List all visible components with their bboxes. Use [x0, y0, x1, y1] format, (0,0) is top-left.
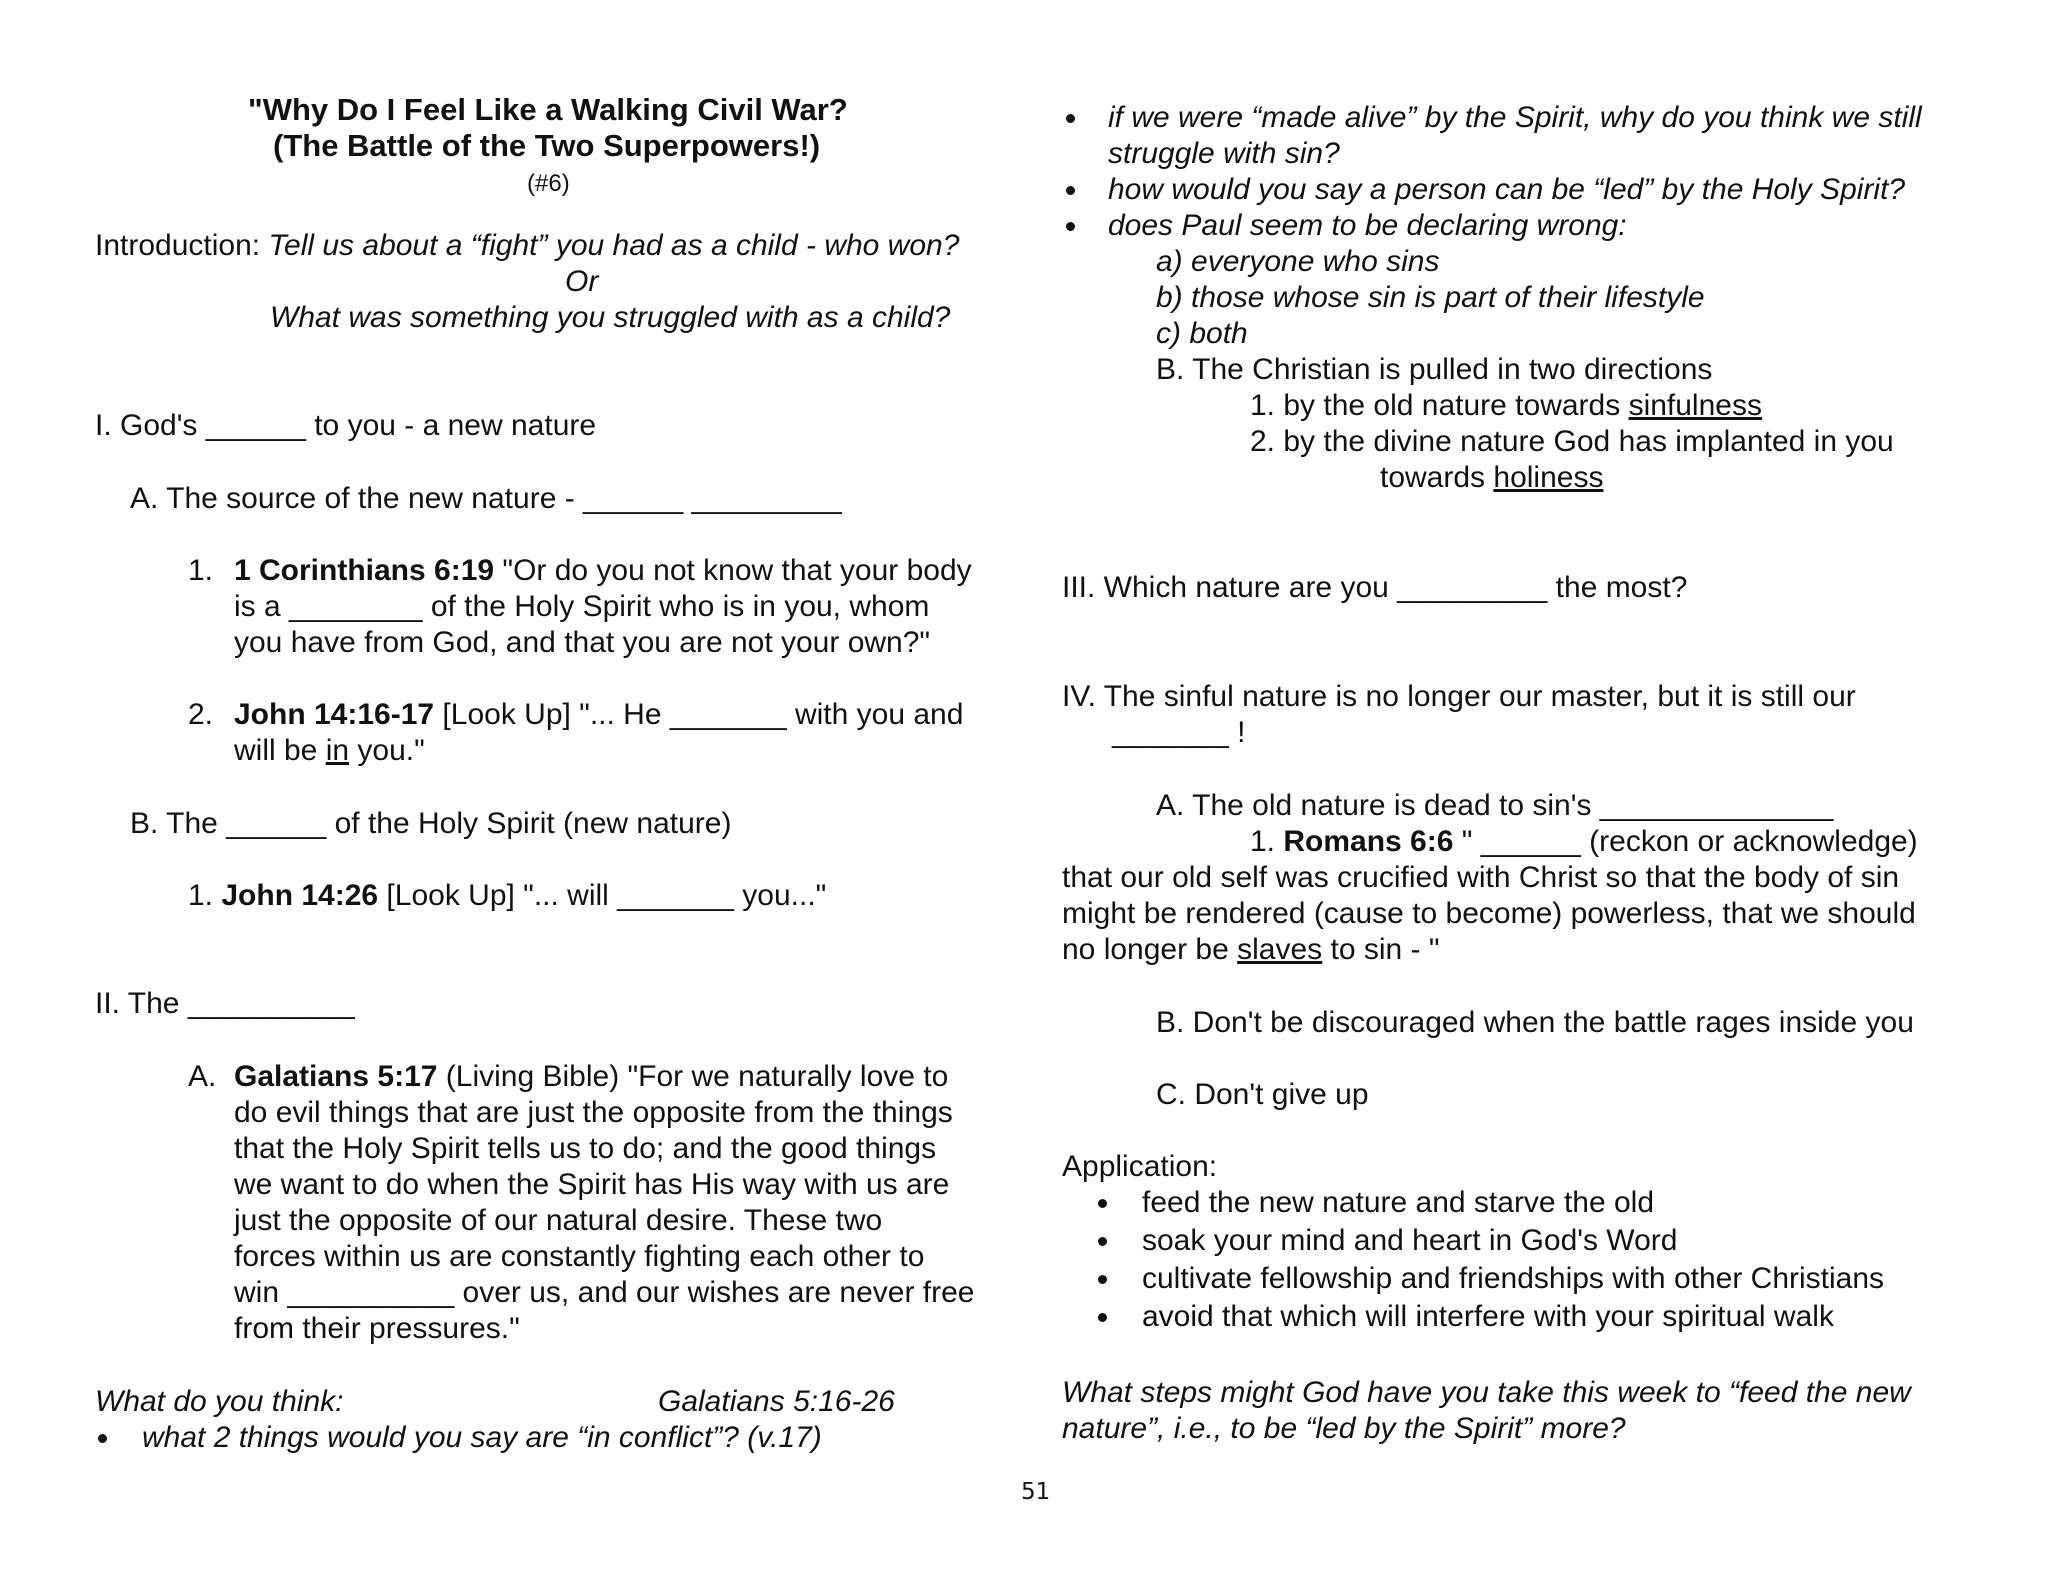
- s1-b1-line: [188, 878, 826, 914]
- s4-a1-line-3: might be rendered (cause to become) powerless, that we should: [1062, 897, 1916, 930]
- s2-a-line-3: that the Holy Spirit tells us to do; and the good things: [234, 1132, 937, 1165]
- page-number: 51: [1021, 1479, 1051, 1505]
- s1-a1-line-2: is a ________ of the Holy Spirit who is in you, whom: [234, 590, 930, 623]
- s1-a1-line-3: you have from God, and that you are not your own?": [234, 626, 931, 659]
- text: (Living Bible) "For we naturally love to: [437, 1060, 949, 1093]
- bullet-icon: [1098, 1275, 1107, 1284]
- s4-a1-line-4: [1062, 932, 1440, 968]
- section-1-b: B. The ______ of the Holy Spirit (new nature): [130, 807, 732, 840]
- final-question-line-2: nature”, i.e., to be “led by the Spirit” more?: [1062, 1412, 1626, 1445]
- bullet-icon: [98, 1434, 107, 1443]
- question-3-b: b) those whose sin is part of their lifestyle: [1156, 281, 1705, 314]
- intro-question-2: What was something you struggled with as a child?: [270, 301, 951, 334]
- intro-or: Or: [565, 265, 599, 298]
- text: you.": [349, 734, 425, 767]
- s2-a-line-4: we want to do when the Spirit has His way with us are: [234, 1168, 950, 1201]
- s2-b2-line-1: 2. by the divine nature God has implanted in you: [1250, 425, 1894, 458]
- scripture-ref: John 14:16-17: [234, 698, 435, 731]
- bullet-icon: [1066, 186, 1075, 195]
- s2-a-line-1: [234, 1059, 948, 1095]
- section-3-heading: III. Which nature are you _________ the most?: [1062, 571, 1688, 604]
- application-item: cultivate fellowship and friendships with other Christians: [1142, 1262, 1885, 1295]
- scripture-ref: John 14:26: [221, 879, 379, 912]
- text: towards: [1380, 461, 1494, 494]
- intro-question-1: Tell us about a “fight” you had as a child - who won?: [268, 229, 960, 262]
- think-label: What do you think:: [95, 1385, 344, 1418]
- number: 1.: [1250, 825, 1284, 858]
- s2-a-number: A.: [188, 1060, 217, 1093]
- text: no longer be: [1062, 933, 1238, 966]
- s2-b2-line-2: [1380, 460, 1603, 496]
- think-bullet-1: what 2 things would you say are “in conflict”? (v.17): [142, 1421, 822, 1454]
- underlined-word: slaves: [1237, 933, 1323, 966]
- application-label: Application:: [1062, 1150, 1218, 1183]
- s2-a-line-2: do evil things that are just the opposite from the things: [234, 1096, 953, 1129]
- question-3-a: a) everyone who sins: [1156, 245, 1440, 278]
- question-1-line-2: struggle with sin?: [1108, 137, 1340, 170]
- bullet-icon: [1066, 222, 1075, 231]
- text: [Look Up] "... will _______ you...": [378, 879, 827, 912]
- s2-a-line-8: from their pressures.": [234, 1312, 520, 1345]
- text: will be: [234, 734, 326, 767]
- text: 1. by the old nature towards: [1250, 389, 1629, 422]
- section-1-a: A. The source of the new nature - ______ _________: [130, 482, 842, 515]
- underlined-word: holiness: [1493, 461, 1604, 494]
- bullet-icon: [1066, 114, 1075, 123]
- s1-a2-line-2: [234, 733, 425, 769]
- scripture-ref: Galatians 5:17: [234, 1060, 438, 1093]
- question-2: how would you say a person can be “led” by the Holy Spirit?: [1108, 173, 1906, 206]
- s1-a2-number: 2.: [188, 698, 214, 731]
- scripture-ref: 1 Corinthians 6:19: [234, 554, 495, 587]
- s2-b1-line: [1250, 388, 1762, 424]
- section-2-heading: II. The __________: [95, 987, 355, 1020]
- underlined-word: sinfulness: [1628, 389, 1762, 422]
- s2-a-line-5: just the opposite of our natural desire. These two: [234, 1204, 883, 1237]
- section-4-c: C. Don't give up: [1156, 1078, 1369, 1111]
- question-1-line-1: if we were “made alive” by the Spirit, why do you think we still: [1108, 101, 1922, 134]
- question-3-c: c) both: [1156, 317, 1248, 350]
- section-4-a: A. The old nature is dead to sin's ______________: [1156, 789, 1834, 822]
- underlined-word: in: [325, 734, 350, 767]
- title-line-1: "Why Do I Feel Like a Walking Civil War?: [248, 92, 848, 127]
- intro-line: [95, 228, 959, 264]
- bullet-icon: [1098, 1237, 1107, 1246]
- section-4-line-1: IV. The sinful nature is no longer our master, but it is still our: [1062, 680, 1856, 713]
- bullet-icon: [1098, 1199, 1107, 1208]
- section-2-b: B. The Christian is pulled in two directions: [1156, 353, 1713, 386]
- s1-a1-number: 1.: [188, 554, 214, 587]
- text: to sin - ": [1322, 933, 1440, 966]
- s1-a1-line-1: [234, 553, 972, 589]
- intro-label: Introduction:: [95, 229, 269, 262]
- final-question-line-1: What steps might God have you take this week to “feed the new: [1062, 1376, 1911, 1409]
- s2-a-line-6: forces within us are constantly fighting each other to: [234, 1240, 925, 1273]
- s1-a2-line-1: [234, 697, 963, 733]
- title-line-2: (The Battle of the Two Superpowers!): [273, 128, 821, 163]
- section-1-heading: I. God's ______ to you - a new nature: [95, 409, 597, 442]
- application-item: soak your mind and heart in God's Word: [1142, 1224, 1678, 1257]
- question-3: does Paul seem to be declaring wrong:: [1108, 209, 1627, 242]
- section-4-b: B. Don't be discouraged when the battle rages inside you: [1156, 1006, 1914, 1039]
- scripture-ref: Romans 6:6: [1283, 825, 1454, 858]
- s4-a1-line-2: that our old self was crucified with Christ so that the body of sin: [1062, 861, 1900, 894]
- think-reference: Galatians 5:16-26: [658, 1385, 895, 1418]
- section-4-line-2: _______ !: [1112, 716, 1246, 749]
- application-item: avoid that which will interfere with your spiritual walk: [1142, 1300, 1834, 1333]
- bullet-icon: [1098, 1313, 1107, 1322]
- application-item: feed the new nature and starve the old: [1142, 1186, 1655, 1219]
- s4-a1-line-1: [1250, 824, 1918, 860]
- s2-a-line-7: win __________ over us, and our wishes are never free: [234, 1276, 975, 1309]
- text: " ______ (reckon or acknowledge): [1453, 825, 1918, 858]
- s1-a2-text: [Look Up] "... He _______ with you and: [434, 698, 964, 731]
- lesson-number: (#6): [527, 170, 570, 197]
- number: 1.: [188, 879, 222, 912]
- s1-a1-text: "Or do you not know that your body: [494, 554, 972, 587]
